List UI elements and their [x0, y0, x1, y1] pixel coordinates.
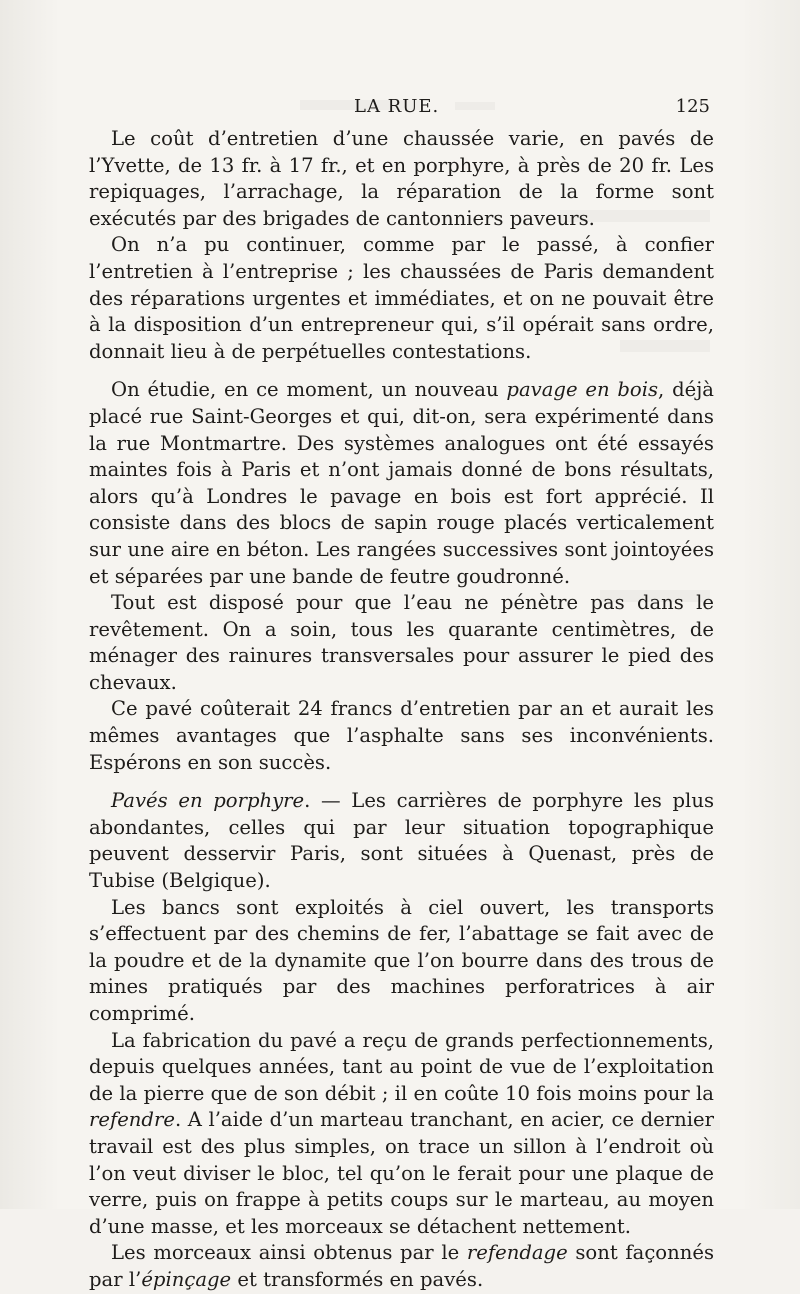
italic-term: pavage en bois — [506, 378, 659, 402]
text-run: . — Les carrières de porphyre les plus abondantes, celles qui par leur situation topographique peuvent desservir Paris, sont situées à Quenast, près de Tubise (Belgique). — [89, 789, 714, 893]
text-run: et transformés en pavés. — [231, 1267, 484, 1291]
paragraph — [89, 590, 714, 696]
paragraph — [89, 232, 714, 365]
text-run: Tout est disposé pour que l’eau ne pénètre pas dans le revêtement. On a soin, tous les quarante centimètres, de ménager des rainures transversales pour assurer le pied des chevaux. — [89, 591, 714, 694]
text-run: On n’a pu continuer, comme par le passé, à confier l’entretien à l’entreprise ; les chaussées de Paris demandent des réparations urgentes et immédiates, et on ne pouvait être à la disposition d’un entrepreneur qui, s’il opérait sans ordre, donnait lieu à de perpétuelles contestations. — [89, 233, 714, 363]
paragraph — [89, 696, 714, 776]
text-run: La fabrication du pavé a reçu de grands perfectionnements, depuis quelques années, tant au point de vue de l’exploitation de la pierre que de son débit ; il en coûte 10 fois moins pour la — [89, 1028, 714, 1105]
italic-term: refendre — [89, 1108, 175, 1132]
paragraph — [89, 1240, 714, 1293]
italic-term: refendage — [466, 1241, 568, 1265]
text-run: On étudie, en ce moment, un nouveau — [111, 378, 507, 402]
paragraph — [89, 377, 714, 590]
italic-term: épinçage — [141, 1267, 232, 1291]
italic-term: Pavés en porphyre — [111, 789, 305, 813]
text-run: Le coût d’entretien d’une chaussée varie, en pavés de l’Yvette, de 13 fr. à 17 fr., et en porphyre, à près de 20 fr. Les repiquages, l’arrachage, la réparation de la forme sont exécutés par des brigades de cantonniers paveurs. — [89, 127, 714, 230]
running-title: LA RUE. — [354, 96, 440, 117]
body-text — [89, 126, 714, 1294]
page-number: 125 — [675, 96, 710, 117]
text-run: , déjà placé rue Saint-Georges et qui, dit-on, sera expérimenté dans la rue Montmartre. Des systèmes analogues ont été essayés maintes fois à Paris et n’ont jamais donné de bons résultats, alors qu’à Londres le pavage en bois est fort apprécié. Il consiste dans des blocs de sapin rouge placés verticalement sur une aire en béton. Les rangées successives sont jointoyées et séparées par une bande de feutre goudronné. — [89, 378, 714, 588]
paragraph — [89, 788, 714, 894]
paragraph — [89, 1028, 714, 1241]
running-header — [0, 96, 800, 126]
text-run: Ce pavé coûterait 24 francs d’entretien par an et aurait les mêmes avantages que l’asphalte sans ses inconvénients. Espérons en son succès. — [89, 697, 714, 774]
paragraph — [89, 126, 714, 232]
text-run: sont façonnés par l’ — [89, 1241, 714, 1291]
text-run: . A l’aide d’un marteau tranchant, en acier, ce dernier travail est des plus simples, on trace un sillon à l’endroit où l’on veut diviser le bloc, tel qu’on le ferait pour une plaque de verre, puis on frappe à petits coups sur le marteau, au moyen d’une masse, et les morceaux se détachent nettement. — [89, 1108, 714, 1238]
paragraph — [89, 895, 714, 1028]
text-run: Les bancs sont exploités à ciel ouvert, les transports s’effectuent par des chemins de fer, l’abattage se fait avec de la poudre et de la dynamite que l’on bourre dans des trous de mines pratiqués par des machines perforatrices à air comprimé. — [89, 895, 714, 1025]
text-run: Les morceaux ainsi obtenus par le — [111, 1241, 467, 1265]
